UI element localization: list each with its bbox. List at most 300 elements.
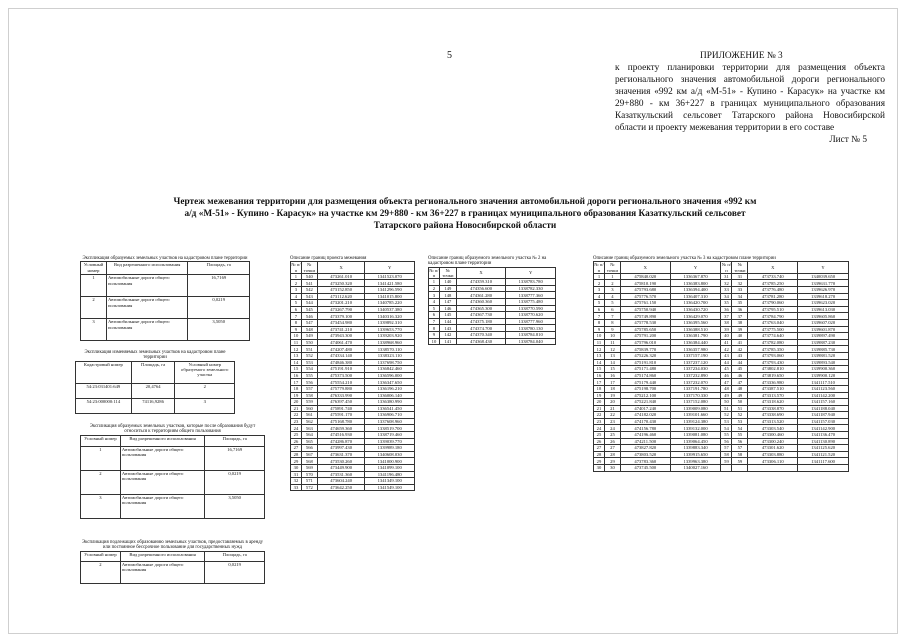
cell: 16,7169 (188, 275, 250, 297)
cell: 1339009.080 (670, 405, 721, 412)
table-row (291, 405, 415, 412)
cell: Автомобильные дороги общего пользования (106, 275, 187, 297)
cell: 1336394.400 (670, 287, 721, 294)
cell: 3 (291, 287, 302, 294)
cell: 147 (439, 299, 456, 306)
cell: 475174.860 (620, 372, 670, 379)
cell: 28 (604, 451, 620, 458)
cell: 1336407.310 (670, 293, 721, 300)
table-row (291, 385, 415, 392)
table-row (594, 412, 849, 419)
cell: 35 (721, 300, 732, 307)
table-row (594, 405, 849, 412)
cell: 24 (291, 425, 302, 432)
cell: 1341125.620 (798, 445, 849, 452)
cell: 54 (732, 425, 748, 432)
cell (732, 465, 748, 472)
cell: 53 (732, 418, 748, 425)
cell: 473267.790 (317, 306, 365, 313)
cell: 554 (301, 366, 317, 373)
cell: 44 (732, 359, 748, 366)
cell: 45 (721, 366, 732, 373)
table-row (81, 275, 250, 297)
coords-project-boundary (290, 256, 415, 491)
cell: 23 (604, 418, 620, 425)
cell: 473795.510 (748, 306, 798, 313)
cell: 24 (604, 425, 620, 432)
cell: 10 (594, 333, 605, 340)
header-cell: Площадь, га (205, 551, 265, 561)
cell: 34 (732, 293, 748, 300)
cell: 14 (594, 359, 605, 366)
table-row (291, 392, 415, 399)
cell: 473300.460 (748, 432, 798, 439)
cell (798, 465, 849, 472)
cell: 564 (301, 432, 317, 439)
cell: 2 (81, 297, 107, 319)
table-row (429, 279, 556, 286)
cell: Автомобильные дороги общего пользования (120, 470, 205, 494)
appendix-body: к проекту планировки территории для размещения объекта регионального значения автомобильной дороги регионального значения «992 км а/д «М-51» - Купино - Карасук» на участке км 29+880 - км 36+227 в границах муниципального образования Казаткульский сельсовет Татарского района Новосибирской области и проекту межевания территории в его составе (615, 63, 885, 133)
cell: 2 (594, 280, 605, 287)
cell: Автомобильные дороги общего пользования (120, 561, 205, 583)
cell: 1341142.900 (798, 425, 849, 432)
cell: 473379.100 (317, 313, 365, 320)
cell: 569 (301, 465, 317, 472)
cell: 1341142.200 (798, 392, 849, 399)
header-cell: Условный номер (81, 435, 121, 446)
cell: 473790.060 (748, 300, 798, 307)
cell: 1339893.540 (798, 359, 849, 366)
cell: 562 (301, 418, 317, 425)
cell: 148 (439, 292, 456, 299)
cell: 1339203.920 (365, 333, 415, 340)
header-cell: Y (798, 262, 849, 273)
cell: 474375.180 (456, 318, 506, 325)
cell: 11 (594, 339, 605, 346)
cell: 474374.700 (456, 325, 506, 332)
cell: 13 (604, 352, 620, 359)
cell: 18 (594, 385, 605, 392)
cell: 142 (439, 331, 456, 338)
coords-plot-3 (593, 256, 849, 472)
cell: 30 (291, 465, 302, 472)
coordinates-table (593, 261, 849, 471)
cell: 474334.140 (317, 352, 365, 359)
cell: 557 (301, 385, 317, 392)
cell: 39 (721, 326, 732, 333)
cell: 473387.510 (748, 385, 798, 392)
table-row (594, 418, 849, 425)
cell: 10 (291, 333, 302, 340)
cell: 1341000.900 (365, 458, 415, 465)
cell: 475749.890 (620, 313, 670, 320)
cell: 30 (604, 465, 620, 472)
cell: 475761.150 (620, 300, 670, 307)
cell: 1 (291, 273, 302, 280)
cell: 3 (604, 287, 620, 294)
cell: Автомобильные дороги общего пользования (120, 446, 205, 470)
cell: 475810.190 (620, 280, 670, 287)
appendix-title: ПРИЛОЖЕНИЕ № 3 (700, 51, 783, 61)
cell: 1339885.730 (798, 346, 849, 353)
cell: 41 (732, 339, 748, 346)
cell: 1338782.330 (506, 285, 556, 292)
cell: 7 (604, 313, 620, 320)
coordinates-body (594, 273, 849, 471)
cell: 1339626.970 (798, 287, 849, 294)
cell: 473303.880 (748, 451, 798, 458)
cell: 473531.360 (317, 471, 365, 478)
cell: 561 (301, 412, 317, 419)
cell: 4 (429, 299, 440, 306)
cell: 473306.110 (748, 458, 798, 465)
table-row (291, 425, 415, 432)
cell: 46 (721, 372, 732, 379)
cell: 473741.210 (317, 326, 365, 333)
cell: 1337234.030 (670, 366, 721, 373)
table-row (291, 372, 415, 379)
table-row (594, 445, 849, 452)
cell: 1336429.070 (670, 313, 721, 320)
cell: 1339601.870 (798, 326, 849, 333)
cell: 1 (594, 273, 605, 280)
cell: 32 (732, 280, 748, 287)
cell: 149 (439, 285, 456, 292)
cell: 553 (301, 359, 317, 366)
cell: 473338.690 (748, 412, 798, 419)
cell: 2 (175, 383, 235, 398)
cell: 474207.480 (317, 346, 365, 353)
cell: 1337232.890 (670, 372, 721, 379)
cell: 0,0219 (205, 470, 265, 494)
cell: 1340316.320 (365, 313, 415, 320)
cell: 1339039.770 (365, 438, 415, 445)
cell: 543 (301, 293, 317, 300)
cell: 473785.250 (748, 280, 798, 287)
cell: 1341117.600 (798, 458, 849, 465)
cell: 1339081.080 (670, 432, 721, 439)
cell: 566 (301, 445, 317, 452)
cell: 1338719.460 (365, 432, 415, 439)
cell: 7 (291, 313, 302, 320)
cell: 474211.500 (620, 438, 670, 445)
cell: 475778.530 (620, 319, 670, 326)
cell: 6 (604, 306, 620, 313)
table-row (429, 338, 556, 345)
cell: 143 (439, 325, 456, 332)
cell: 1341157.030 (798, 418, 849, 425)
cell: 11 (291, 339, 302, 346)
cell: 473783.360 (620, 458, 670, 465)
cell: 55 (732, 432, 748, 439)
cell: 54 (721, 425, 732, 432)
explication-changed-plots (75, 350, 235, 414)
cell: 1339631.770 (798, 280, 849, 287)
cell: 2 (81, 470, 121, 494)
cell: 1341123.560 (798, 385, 849, 392)
cell: 12 (604, 346, 620, 353)
cell: 1341421.580 (365, 280, 415, 287)
cell: 1338784.810 (506, 331, 556, 338)
cell: 20 (604, 399, 620, 406)
header-cell: Условный номер (81, 262, 107, 275)
cell: 1341296.590 (365, 287, 415, 294)
table-row (81, 470, 265, 494)
cell: 145 (439, 312, 456, 319)
cell: 31 (291, 471, 302, 478)
table-row (429, 285, 556, 292)
table-row (291, 300, 415, 307)
cell: 542 (301, 287, 317, 294)
cell: 473201.210 (317, 300, 365, 307)
cell: 56 (721, 438, 732, 445)
cell: 3 (81, 494, 121, 518)
cell: 1338780.130 (506, 325, 556, 332)
table-row (594, 392, 849, 399)
cell: 474286.870 (317, 438, 365, 445)
cell: 1338968.960 (365, 339, 415, 346)
cell: 22 (291, 412, 302, 419)
table-header-row (81, 262, 250, 275)
cell: 35 (732, 300, 748, 307)
cell: 1341196.480 (365, 471, 415, 478)
table-row (291, 306, 415, 313)
cell: 473763.040 (748, 319, 798, 326)
cell: 473152.850 (317, 287, 365, 294)
cell: 560 (301, 405, 317, 412)
cell: 1336196.210 (365, 385, 415, 392)
table-header-row (291, 262, 415, 273)
header-cell: X (748, 262, 798, 273)
cell: 473774.640 (748, 333, 798, 340)
cell: 1341099.100 (365, 465, 415, 472)
cell: 473997.430 (317, 445, 365, 452)
table-row (291, 418, 415, 425)
table-row (594, 352, 849, 359)
table-header-row (429, 267, 556, 278)
header-cell: № точки (439, 267, 456, 278)
header-cell: № точки (604, 262, 620, 273)
table-row (429, 312, 556, 319)
table-row (291, 451, 415, 458)
cell: 1337170.330 (670, 392, 721, 399)
cell: 1338323.110 (365, 352, 415, 359)
cell: 1 (604, 273, 620, 280)
cell: 474017.240 (620, 405, 670, 412)
cell: 8 (604, 319, 620, 326)
cell: 26 (594, 438, 605, 445)
table-caption: Описание границ проекта межевания (290, 256, 367, 261)
table-row (429, 299, 556, 306)
cell: 475191.910 (317, 366, 365, 373)
cell: 22 (604, 412, 620, 419)
explication-table (80, 261, 250, 341)
header-cell: X (317, 262, 365, 273)
cell: 3,5050 (188, 319, 250, 341)
cell: 141 (439, 338, 456, 345)
cell: 140 (439, 279, 456, 286)
cell: 3 (594, 287, 605, 294)
cell: 33 (291, 484, 302, 491)
cell: 473733.740 (748, 273, 798, 280)
cell: 1339887.230 (798, 339, 849, 346)
cell: 568 (301, 458, 317, 465)
cell: 5 (594, 300, 605, 307)
cell: 1 (81, 446, 121, 470)
cell: 58 (732, 451, 748, 458)
header-cell: Площадь, га (205, 435, 265, 446)
cell: 52 (732, 412, 748, 419)
cell: 42 (721, 346, 732, 353)
table-row (291, 273, 415, 280)
cell: 1336357.980 (670, 346, 721, 353)
cell: 16 (594, 372, 605, 379)
cell: 38 (721, 319, 732, 326)
cell: 1337191.780 (670, 385, 721, 392)
appendix-header (615, 50, 885, 146)
cell: 1338519.700 (365, 425, 415, 432)
cell: 473301.620 (748, 445, 798, 452)
cell: 475191.810 (620, 359, 670, 366)
table-row (429, 331, 556, 338)
cell: 1339892.310 (365, 319, 415, 326)
cell: 1336420.700 (670, 300, 721, 307)
table-row (594, 280, 849, 287)
cell: 1337232.070 (670, 379, 721, 386)
table-caption: Описание границ образуемого земельного участка № 3 на кадастровом плане территории (593, 256, 776, 261)
table-row (594, 451, 849, 458)
cell: 47 (732, 379, 748, 386)
table-row (291, 280, 415, 287)
cell: 475779.880 (317, 385, 365, 392)
cell: 474196.460 (620, 432, 670, 439)
cell: 33 (732, 287, 748, 294)
table-row (291, 313, 415, 320)
cell: 7 (594, 313, 605, 320)
table-row (291, 432, 415, 439)
page-number: 5 (447, 50, 452, 61)
table-caption: Экспликация подлежащих образованию земельных участков, предоставляемых в аренду или постоянное бессрочное пользование для государственных нужд (81, 540, 264, 551)
header-cell: Вид разрешенного использования (120, 551, 205, 561)
cell: 1339653.770 (365, 326, 415, 333)
cell: 32 (291, 478, 302, 485)
cell: 473785.350 (748, 346, 798, 353)
explication-formed-plots (80, 256, 250, 341)
table-header-row (81, 435, 265, 446)
cell: 19 (594, 392, 605, 399)
table-header-row (594, 262, 849, 273)
cell: 474170.430 (620, 418, 670, 425)
cell: 474846.380 (317, 359, 365, 366)
cell: 473338.870 (748, 405, 798, 412)
table-row (594, 339, 849, 346)
table-row (291, 333, 415, 340)
cell: 1337608.960 (365, 418, 415, 425)
cell: 474361.280 (456, 292, 506, 299)
table-row (594, 372, 849, 379)
header-cell: X (620, 262, 670, 273)
table-row (291, 293, 415, 300)
cell: 1336381.790 (670, 333, 721, 340)
cell: 475891.740 (317, 405, 365, 412)
header-cell: № п/п (594, 262, 604, 273)
cell: 1338777.360 (506, 292, 556, 299)
header-cell: № п/п (721, 262, 732, 273)
cell: 475171.480 (620, 366, 670, 373)
cell: 14 (291, 359, 302, 366)
cell: 473631.370 (317, 451, 365, 458)
cell: 547 (301, 319, 317, 326)
cell: 473819.650 (748, 372, 798, 379)
cell: 1339915.650 (670, 451, 721, 458)
cell: 8 (594, 319, 605, 326)
cell: 1336842.460 (365, 366, 415, 373)
cell: 571 (301, 478, 317, 485)
cell: 9 (594, 326, 605, 333)
table-row (291, 478, 415, 485)
cell: 16 (291, 372, 302, 379)
cell: 473802.810 (748, 366, 798, 373)
cell: 1336383.800 (670, 280, 721, 287)
cell: 2 (604, 280, 620, 287)
table-row (594, 458, 849, 465)
cell: 551 (301, 346, 317, 353)
cell: 474360.360 (456, 299, 506, 306)
cell: 473112.620 (317, 293, 365, 300)
cell: 474061.470 (317, 339, 365, 346)
explication-table (75, 361, 235, 414)
cell: 146 (439, 305, 456, 312)
cell: 1341349.100 (365, 478, 415, 485)
cell (748, 465, 798, 472)
cell: 1336395.560 (670, 319, 721, 326)
cell: 49 (732, 392, 748, 399)
cell: 6 (429, 312, 440, 319)
cell: 1340608.030 (365, 451, 415, 458)
cell: 29 (604, 458, 620, 465)
explication-state-needs-plots (80, 540, 265, 584)
cell: 25 (291, 432, 302, 439)
cell: 556 (301, 379, 317, 386)
table-row (81, 319, 250, 341)
cell: 474659.360 (317, 425, 365, 432)
cell: 8 (429, 325, 440, 332)
cell: 38 (732, 319, 748, 326)
table-row (76, 383, 235, 398)
cell: 1341157.160 (798, 399, 849, 406)
cell: 32 (721, 280, 732, 287)
cell: 473943.300 (317, 333, 365, 340)
table-row (594, 432, 849, 439)
cell: 474356.600 (456, 285, 506, 292)
cell: 1336367.870 (670, 273, 721, 280)
cell: 473776.480 (748, 287, 798, 294)
cell: 548 (301, 326, 317, 333)
cell: 473449.900 (317, 465, 365, 472)
table-row (291, 484, 415, 491)
cell: 473793.430 (748, 359, 798, 366)
table-row (291, 366, 415, 373)
cell: 1339613.030 (798, 306, 849, 313)
cell: 5 (291, 300, 302, 307)
cell: 3 (81, 319, 107, 341)
table-header-row (81, 551, 265, 561)
table-row (594, 366, 849, 373)
cell (721, 465, 732, 472)
header-cell: Y (365, 262, 415, 273)
cell: 50 (721, 399, 732, 406)
